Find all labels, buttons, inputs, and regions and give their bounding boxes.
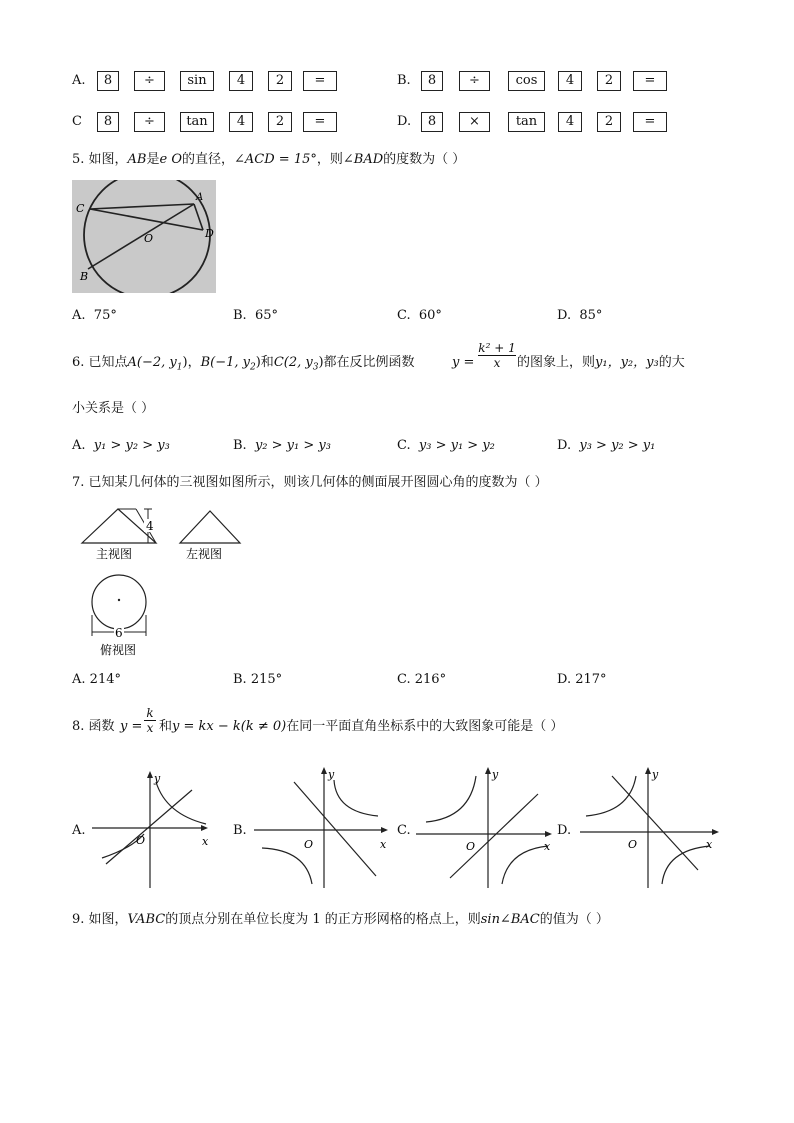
key-tan: tan bbox=[180, 112, 214, 132]
q5-angle-acd: ∠ACD = 15° bbox=[234, 152, 317, 167]
x-label: x bbox=[202, 835, 209, 848]
line bbox=[294, 782, 376, 876]
y-axis-arrow bbox=[147, 771, 153, 778]
height-label: 4 bbox=[146, 519, 154, 533]
origin-label: O bbox=[466, 840, 476, 853]
y-label: y bbox=[328, 768, 335, 781]
q6-point-a: A(−2, $y_1$ bbox=[127, 355, 183, 373]
q5-circle-figure bbox=[72, 180, 216, 293]
q7-option-c: C. 216° bbox=[397, 672, 447, 687]
q4-option-a-label: A. bbox=[72, 73, 86, 88]
key-tan: tan bbox=[508, 112, 545, 132]
label-b: B bbox=[80, 270, 89, 283]
x-axis-arrow bbox=[201, 825, 208, 831]
key-8: 8 bbox=[421, 71, 443, 91]
top-view-label: 俯视图 bbox=[100, 643, 137, 657]
q8-f1-y-equals: y = bbox=[120, 719, 143, 734]
q8-graph-c bbox=[414, 762, 556, 890]
key-8: 8 bbox=[97, 112, 119, 132]
q5-option-c: C. 60° bbox=[397, 308, 442, 323]
x-label: x bbox=[706, 838, 713, 851]
y-label: y bbox=[154, 772, 161, 785]
key-4: 4 bbox=[229, 112, 253, 132]
hyperbola-branch-2 bbox=[502, 846, 548, 884]
key-2: 2 bbox=[597, 71, 621, 91]
q4-option-d-label: D. bbox=[397, 114, 412, 129]
q8-graph-b-label: B. bbox=[233, 823, 247, 838]
q7-option-d: D. 217° bbox=[557, 672, 607, 687]
key-divide: ÷ bbox=[134, 112, 165, 132]
q6-y-equals: y = bbox=[452, 355, 475, 370]
x-axis-arrow bbox=[545, 831, 552, 837]
top-view-circle bbox=[92, 575, 146, 629]
key-2: 2 bbox=[268, 71, 292, 91]
hyperbola-branch-1 bbox=[586, 776, 636, 816]
x-axis-arrow bbox=[712, 829, 719, 835]
hyperbola-branch-1 bbox=[156, 782, 206, 824]
label-a: A bbox=[196, 192, 204, 203]
label-c: C bbox=[76, 202, 85, 215]
q6-point-c: C(2, $y_3$ bbox=[273, 355, 319, 373]
q8-stem-rest: 和y = kx − k(k ≠ 0)在同一平面直角坐标系中的大致图象可能是（ ） bbox=[159, 719, 564, 734]
q6-option-d: D. y₃ > y₂ > y₁ bbox=[557, 438, 656, 453]
q5-stem bbox=[72, 152, 465, 168]
key-divide: ÷ bbox=[459, 71, 490, 91]
top-view-center bbox=[118, 599, 120, 601]
q6-numerator: k² + 1 bbox=[478, 341, 516, 355]
key-equals: = bbox=[303, 71, 337, 91]
q5-mid3: ，则 bbox=[316, 152, 343, 167]
key-equals: = bbox=[633, 112, 667, 132]
label-d: D bbox=[205, 227, 214, 240]
q5-option-a: A. 75° bbox=[72, 308, 117, 323]
q5-mid2: 的直径， bbox=[182, 152, 235, 167]
q8-graph-b bbox=[252, 762, 392, 890]
q9-expression: sin∠BAC bbox=[480, 912, 540, 927]
hyperbola-branch-1 bbox=[334, 780, 378, 816]
front-view-label: 主视图 bbox=[96, 547, 133, 561]
key-divide: ÷ bbox=[134, 71, 165, 91]
x-label: x bbox=[544, 840, 551, 853]
line bbox=[106, 790, 192, 864]
q8-f1-fraction bbox=[144, 706, 156, 735]
q6-fraction bbox=[478, 341, 516, 370]
q5-prefix: 5. 如图， bbox=[72, 152, 128, 167]
key-8: 8 bbox=[97, 71, 119, 91]
key-4: 4 bbox=[229, 71, 253, 91]
key-4: 4 bbox=[558, 71, 582, 91]
q5-option-d: D. 85° bbox=[557, 308, 603, 323]
q7-option-b: B. 215° bbox=[233, 672, 283, 687]
origin-label: O bbox=[628, 838, 638, 851]
q6-option-b: B. y₂ > y₁ > y₃ bbox=[233, 438, 331, 453]
key-equals: = bbox=[633, 71, 667, 91]
q5-suffix: 的度数为（ ） bbox=[383, 152, 466, 167]
key-equals: = bbox=[303, 112, 337, 132]
q8-graph-d bbox=[578, 762, 724, 890]
key-4: 4 bbox=[558, 112, 582, 132]
y-axis-arrow bbox=[645, 767, 651, 774]
q6-option-c: C. y₃ > y₁ > y₂ bbox=[397, 438, 495, 453]
q5-angle-bad: ∠BAD bbox=[342, 152, 384, 167]
q8-graph-c-label: C. bbox=[397, 823, 411, 838]
key-cos: cos bbox=[508, 71, 545, 91]
key-multiply: × bbox=[459, 112, 490, 132]
y-axis-arrow bbox=[485, 767, 491, 774]
q4-option-c-label: C bbox=[72, 114, 82, 129]
left-view-label: 左视图 bbox=[186, 547, 223, 561]
line bbox=[612, 776, 698, 870]
hyperbola-branch-2 bbox=[662, 846, 710, 884]
q8-graph-a-label: A. bbox=[72, 823, 86, 838]
y-label: y bbox=[492, 768, 499, 781]
q5-mid1: 是 bbox=[146, 152, 160, 167]
key-2: 2 bbox=[268, 112, 292, 132]
q9-stem: 9. 如图，VABC的顶点分别在单位长度为 1 的正方形网格的格点上，则sin∠BAC的值为（ ） bbox=[72, 912, 609, 927]
q8-f1-denominator: x bbox=[146, 721, 154, 735]
x-axis-arrow bbox=[381, 827, 388, 833]
label-o: O bbox=[144, 232, 154, 245]
key-sin: sin bbox=[180, 71, 214, 91]
q6-denominator: x bbox=[493, 356, 501, 370]
hyperbola-branch-2 bbox=[262, 848, 312, 884]
q8-graph-a bbox=[88, 768, 212, 892]
y-axis-arrow bbox=[321, 767, 327, 774]
y-label: y bbox=[652, 768, 659, 781]
q6-stem-line2: 小关系是（ ） bbox=[72, 401, 155, 416]
q5-option-b: B. 65° bbox=[233, 308, 278, 323]
q6-option-a: A. y₁ > y₂ > y₃ bbox=[72, 438, 170, 453]
q9-triangle: VABC bbox=[127, 912, 166, 927]
q4-option-b-label: B. bbox=[397, 73, 411, 88]
q6-stem-line1: 6. 已知点A(−2, $y_1$)，B(−1, $y_2$)和C(2, $y_3$)都在反比例函数 bbox=[72, 355, 415, 373]
q7-stem: 7. 已知某几何体的三视图如图所示，则该几何体的侧面展开图圆心角的度数为（ ） bbox=[72, 475, 548, 490]
x-label: x bbox=[380, 838, 387, 851]
q8-graph-d-label: D. bbox=[557, 823, 572, 838]
key-2: 2 bbox=[597, 112, 621, 132]
q6-stem-line1-end: 的图象上，则y₁，y₂，y₃的大 bbox=[517, 355, 685, 370]
key-8: 8 bbox=[421, 112, 443, 132]
q5-circle-o: e O bbox=[159, 152, 182, 167]
origin-label: O bbox=[304, 838, 314, 851]
q8-f1-numerator: k bbox=[144, 706, 156, 721]
q6-point-b: B(−1, $y_2$ bbox=[200, 355, 256, 373]
q5-ab: AB bbox=[127, 152, 147, 167]
diameter-label: 6 bbox=[115, 626, 123, 640]
hyperbola-branch-1 bbox=[426, 776, 476, 822]
origin-label: O bbox=[136, 834, 146, 847]
q7-three-views bbox=[80, 505, 245, 665]
q7-option-a: A. 214° bbox=[72, 672, 121, 687]
left-view-triangle bbox=[180, 511, 240, 543]
q8-prefix: 8. 函数 bbox=[72, 719, 115, 734]
